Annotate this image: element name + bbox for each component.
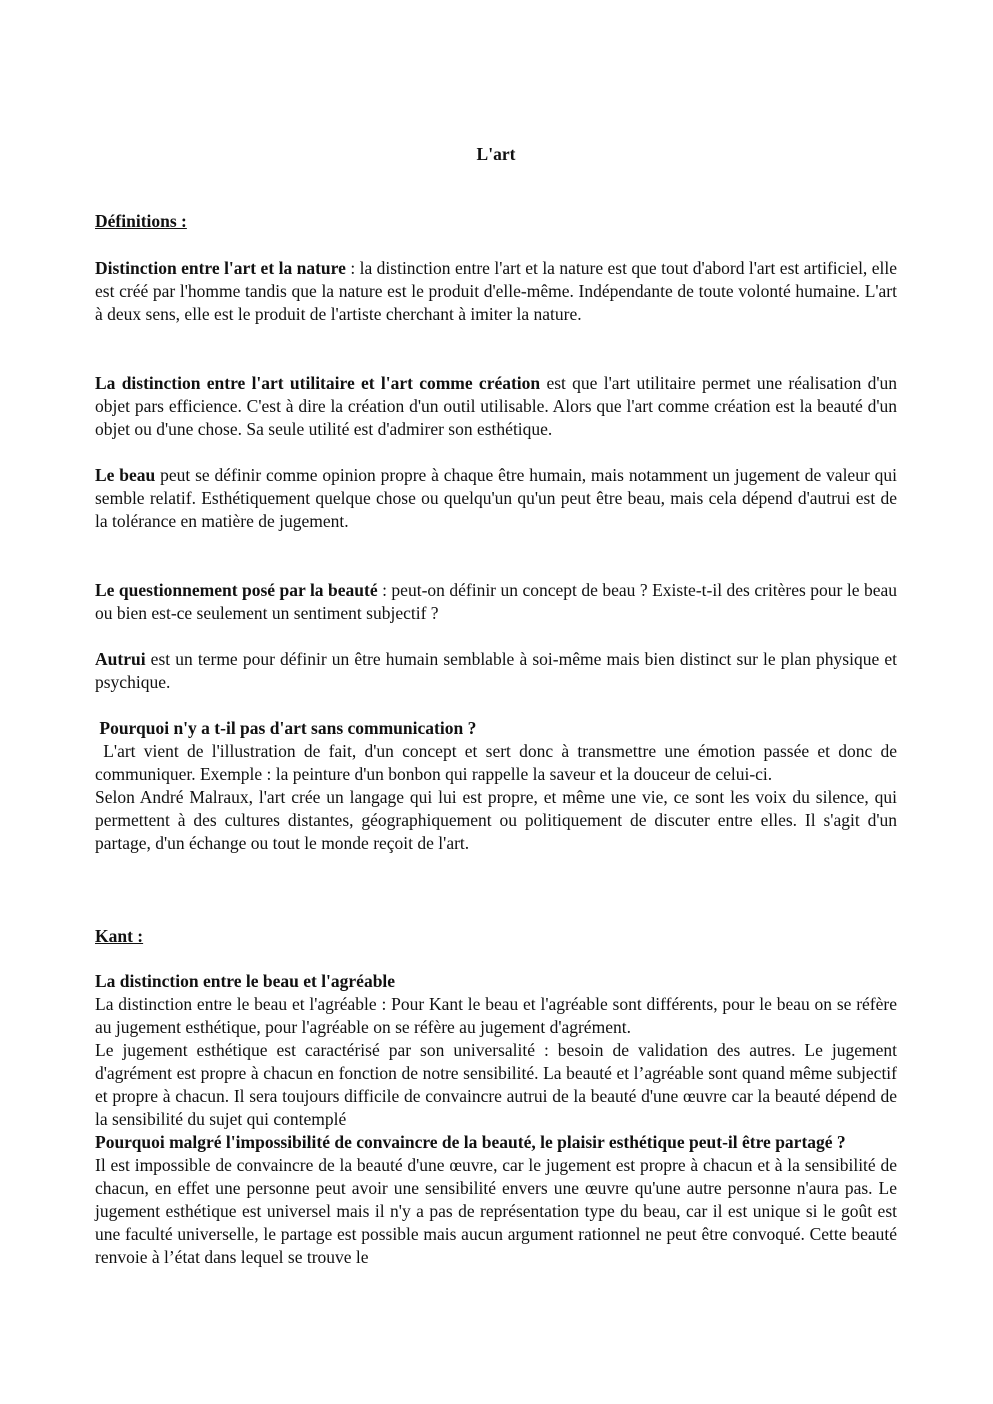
question-plaisir-partage: Pourquoi malgré l'impossibilité de convaincre de la beauté, le plaisir esthétique peut-il être partagé ? [95,1132,846,1152]
text-plaisir-partage: Il est impossible de convaincre de la beauté d'une œuvre, car le jugement est propre à chacun et à la sensibilité de chacun, en effet une personne peut avoir une sensibilité envers une œuvre qu'une autre personne n'aura pas. Le jugement esthétique est universel mais il n'y a pas de représentation type du beau, car il est unique si le goût est une faculté universelle, le partage est possible mais aucun argument rationnel ne peut être convoqué. Cette beauté renvoie à l’état dans lequel se trouve le [95,1155,897,1267]
term-questionnement: Le questionnement posé par la beauté [95,580,378,600]
text-jugement-esthetique: Le jugement esthétique est caractérisé par son universalité : besoin de validation des autres. Le jugement d'agrément est propre à chacun en fonction de notre sensibilité. La beauté et l’agréable sont quand même subjectif et propre à chacun. Il sera toujours difficile de convaincre autrui de la beauté d'une œuvre car la beauté dépend de la sensibilité du sujet qui contemplé [95,1040,897,1129]
text-communication: L'art vient de l'illustration de fait, d'un concept et sert donc à transmettre une émotion passée et donc de communiquer. Exemple : la peinture d'un bonbon qui rappelle la saveur et la douceur de celui-ci. [95,741,902,784]
section-kant [95,970,897,1269]
paragraph-art-nature [95,257,897,326]
text-autrui: est un terme pour définir un être humain semblable à soi-même mais bien distinct sur le plan physique et psychique. [95,649,897,692]
text-beau-agreable: La distinction entre le beau et l'agréable : Pour Kant le beau et l'agréable sont différents, pour le beau on se réfère au jugement esthétique, pour l'agréable on se réfère au jugement d'agrément. [95,994,897,1037]
document-title: L'art [476,144,516,164]
paragraph-questionnement [95,579,897,625]
definitions-heading: Définitions : [95,211,187,231]
text-art-nature: : la distinction entre l'art et la nature est que tout d'abord l'art est artificiel, elle est créé par l'homme tandis que la nature est le produit d'elle-même. Indépendante de toute volonté humaine. L'art à deux sens, elle est le produit de l'artiste cherchant à imiter la nature. [95,258,897,324]
paragraph-autrui [95,648,897,694]
term-art-utilitaire: La distinction entre l'art utilitaire et l'art comme création [95,373,541,393]
paragraph-art-utilitaire [95,372,897,441]
text-questionnement: : peut-on définir un concept de beau ? Existe-t-il des critères pour le beau ou bien est-ce seulement un sentiment subjectif ? [95,580,897,623]
section-communication [95,717,902,855]
paragraph-le-beau [95,464,897,533]
term-art-nature: Distinction entre l'art et la nature [95,258,346,278]
term-autrui: Autrui [95,649,146,669]
text-malraux: Selon André Malraux, l'art crée un langage qui lui est propre, et même une vie, ce sont les voix du silence, qui permettent à des cultures distantes, géographiquement ou politiquement de discuter entre elles. Il s'agit d'un partage, d'un échange ou tout le monde reçoit de l'art. [95,787,897,853]
kant-heading: Kant : [95,926,144,946]
text-le-beau: peut se définir comme opinion propre à chaque être humain, mais notamment un jugement de valeur qui semble relatif. Esthétiquement quelque chose ou quelqu'un qu'un peut être beau, mais cela dépend d'autrui est de la tolérance en matière de jugement. [95,465,897,531]
question-communication: Pourquoi n'y a t-il pas d'art sans communication ? [95,718,477,738]
subheading-beau-agreable: La distinction entre le beau et l'agréable [95,971,396,991]
term-le-beau: Le beau [95,465,156,485]
text-art-utilitaire: est que l'art utilitaire permet une réalisation d'un objet pars efficience. C'est à dire la création d'un outil utilisable. Alors que l'art comme création est la beauté d'un objet ou d'une chose. Sa seule utilité est d'admirer son esthétique. [95,373,897,439]
